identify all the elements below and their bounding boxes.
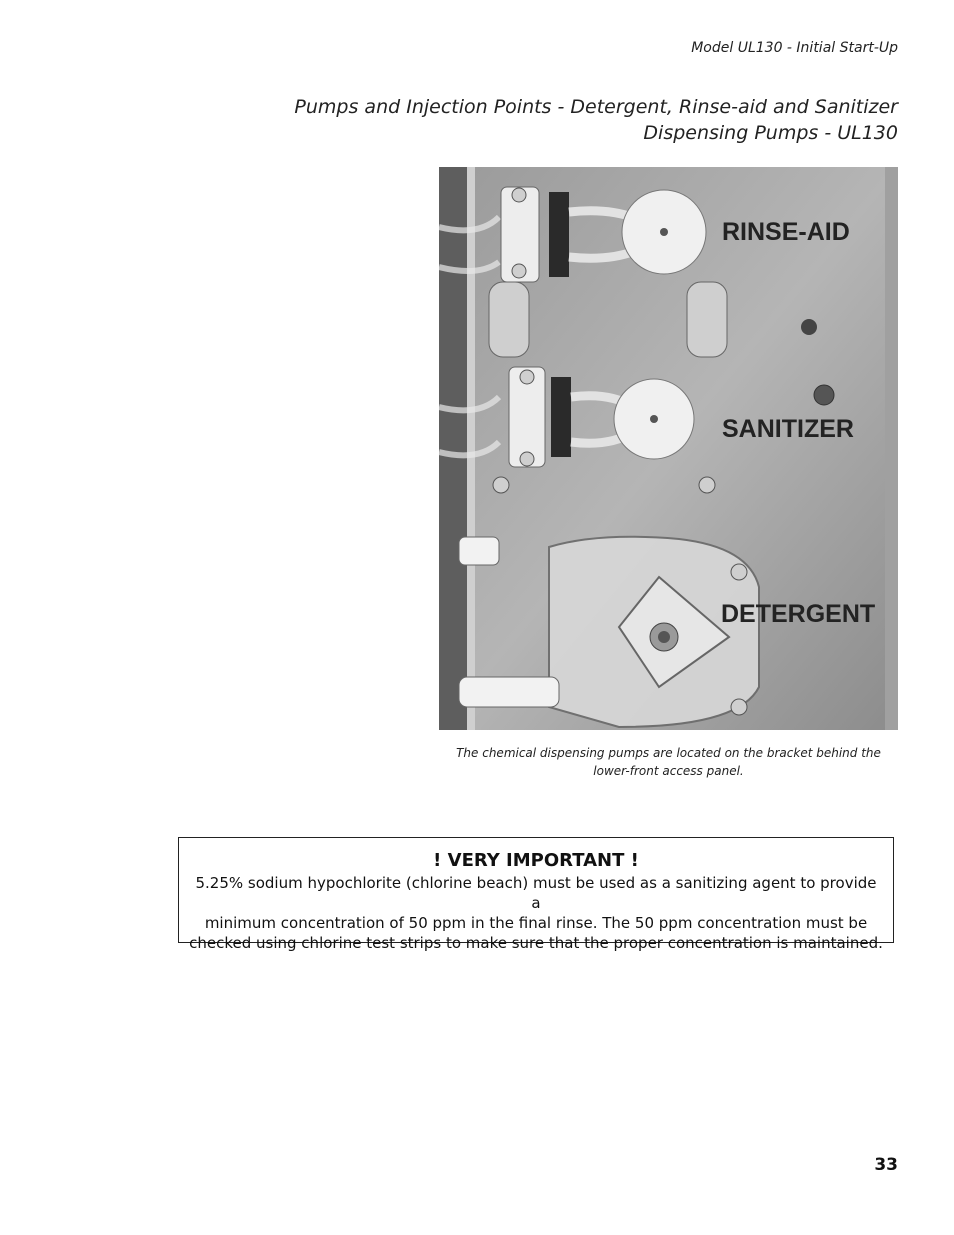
notice-line-2: minimum concentration of 50 ppm in the final rinse. The 50 ppm concentration must be (204, 914, 868, 932)
section-title (294, 94, 898, 146)
page-number: 33 (874, 1155, 898, 1175)
rinse-aid-label: RINSE-AID (722, 218, 850, 246)
photo-caption (439, 744, 898, 780)
caption-line-2: lower-front access panel. (593, 764, 744, 778)
running-header: Model UL130 - Initial Start-Up (691, 40, 898, 56)
notice-title: ! VERY IMPORTANT ! (433, 850, 639, 871)
pumps-photo (439, 167, 898, 730)
detergent-label: DETERGENT (721, 600, 876, 628)
notice-line-1: 5.25% sodium hypochlorite (chlorine beach) must be used as a sanitizing agent to provide a (195, 874, 877, 912)
section-title-line-2: Dispensing Pumps - UL130 (643, 122, 898, 144)
pumps-photo-illustration (439, 167, 898, 730)
important-notice (178, 837, 894, 952)
caption-line-1: The chemical dispensing pumps are located on the bracket behind the (456, 746, 881, 760)
section-title-line-1: Pumps and Injection Points - Detergent, Rinse-aid and Sanitizer (294, 96, 898, 118)
notice-line-3: checked using chlorine test strips to make sure that the proper concentration is maintained. (189, 934, 883, 952)
sanitizer-label: SANITIZER (722, 415, 854, 443)
notice-body (179, 873, 893, 953)
